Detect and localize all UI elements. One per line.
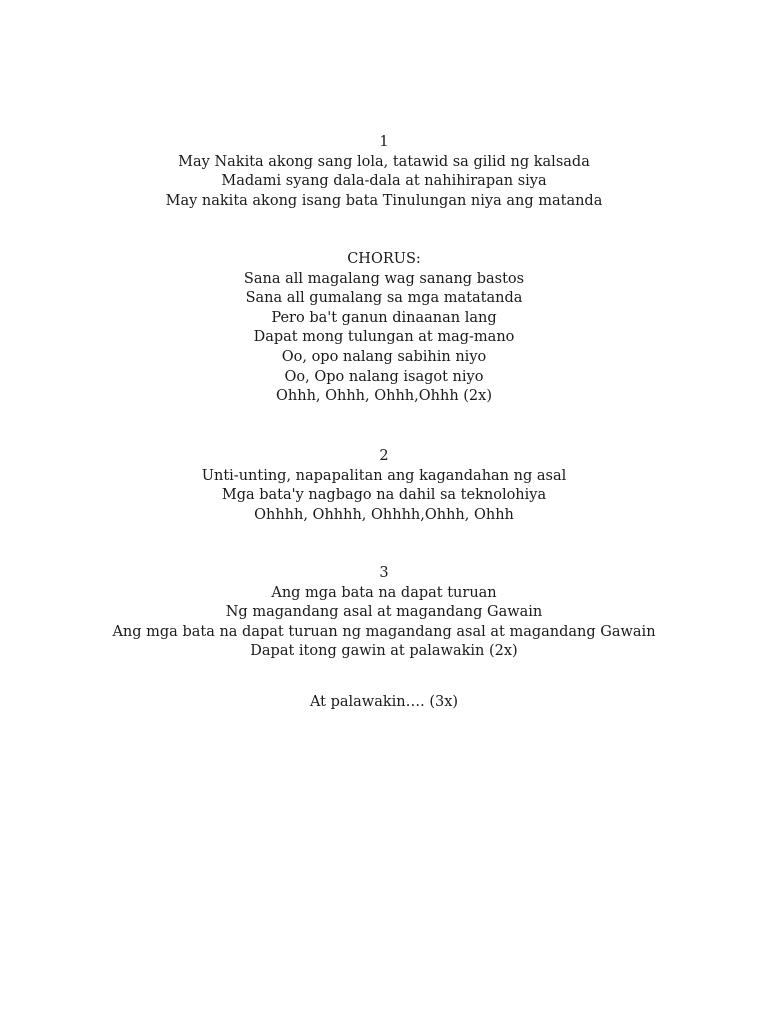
chorus-line: Sana all gumalang sa mga matatanda [245,290,523,307]
chorus-line: Oo, Opo nalang isagot niyo [284,368,484,385]
verse-3 [0,564,768,662]
outro [0,693,768,713]
verse-1-heading: 1 [379,134,389,150]
verse-1-line: May Nakita akong sang lola, tatawid sa gilid ng kalsada [178,153,590,170]
verse-3-line: Ng magandang asal at magandang Gawain [225,604,543,621]
chorus-line: Dapat mong tulungan at mag-mano [253,329,515,346]
chorus-heading: CHORUS: [347,251,421,267]
verse-1 [0,133,768,211]
verse-1-line: May nakita akong isang bata Tinulungan niya ang matanda [165,192,603,209]
verse-1-line: Madami syang dala-dala at nahihirapan siya [221,173,547,190]
verse-3-line: Dapat itong gawin at palawakin (2x) [250,643,518,660]
verse-2-heading: 2 [379,448,389,464]
verse-2-line: Ohhhh, Ohhhh, Ohhhh,Ohhh, Ohhh [254,506,514,523]
verse-2 [0,447,768,525]
verse-3-heading: 3 [379,565,389,581]
verse-2-line: Mga bata'y nagbago na dahil sa teknolohiya [221,487,547,504]
chorus-line: Ohhh, Ohhh, Ohhh,Ohhh (2x) [276,388,492,405]
chorus-line: Oo, opo nalang sabihin niyo [281,348,487,365]
outro-line: At palawakin…. (3x) [309,694,459,710]
chorus-line: Sana all magalang wag sanang bastos [243,270,525,287]
chorus [0,250,768,407]
verse-3-line: Ang mga bata na dapat turuan ng magandang asal at magandang Gawain [112,623,656,640]
chorus-line: Pero ba't ganun dinaanan lang [271,309,497,326]
verse-3-line: Ang mga bata na dapat turuan [271,584,497,601]
verse-2-line: Unti-unting, napapalitan ang kagandahan ng asal [201,467,567,484]
